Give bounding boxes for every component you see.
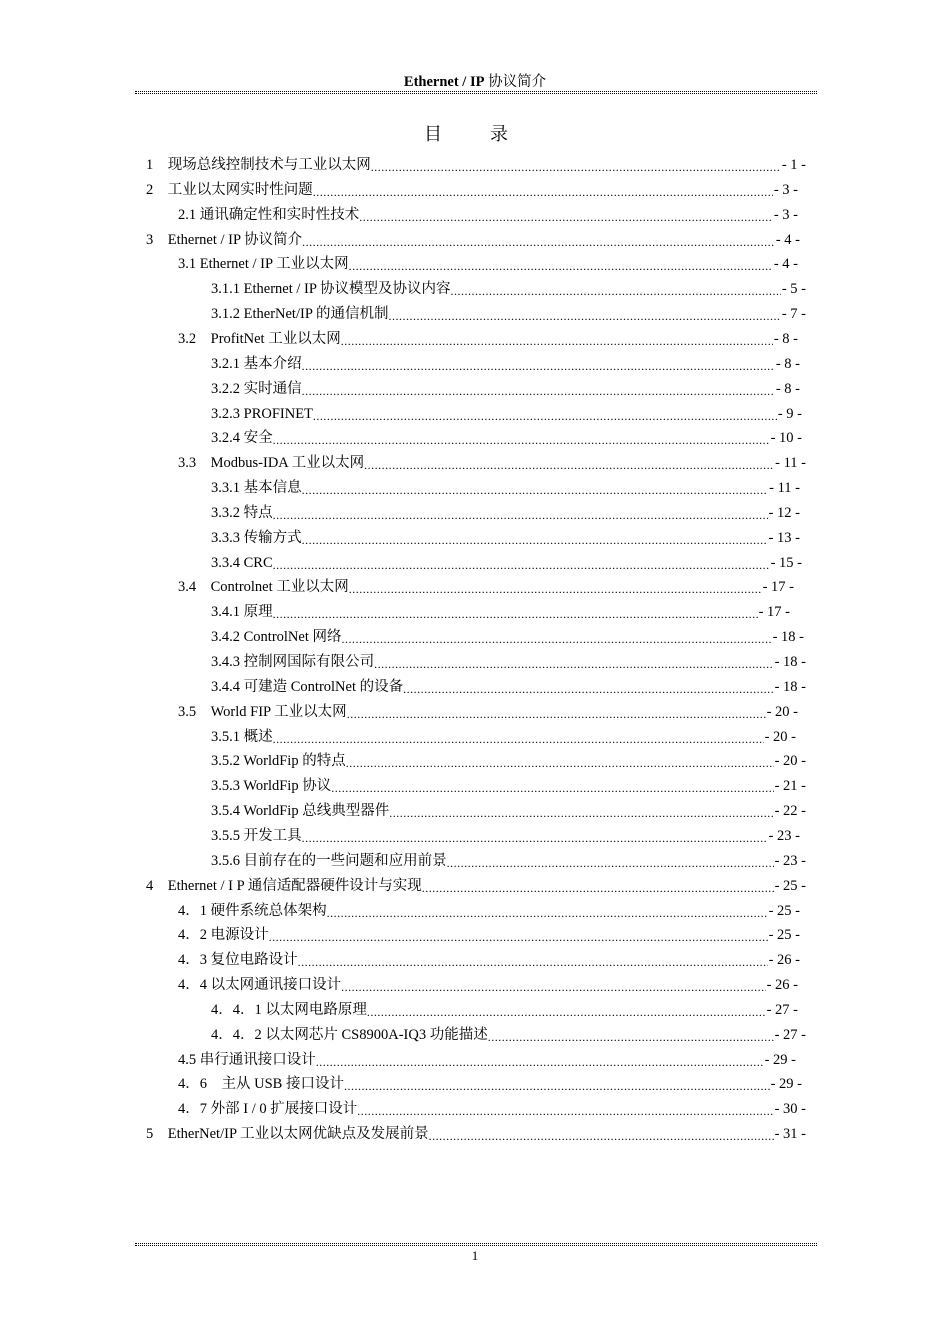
toc-entry-label: 3.3.4 CRC	[211, 554, 273, 571]
toc-entry[interactable]	[178, 1097, 806, 1121]
toc-entry-label: 3 Ethernet / IP 协议简介	[146, 231, 303, 248]
toc-entry[interactable]	[211, 749, 806, 773]
toc-entry[interactable]	[178, 948, 800, 972]
toc-entry-label: 5 EtherNet/IP 工业以太网优缺点及发展前景	[146, 1126, 429, 1143]
toc-entry[interactable]	[211, 402, 802, 426]
toc-entry-label: 4 Ethernet / I P 通信适配器硬件设计与实现	[146, 877, 422, 894]
toc-entry[interactable]	[211, 302, 806, 326]
page-number: 1	[471, 1248, 479, 1263]
toc-entry-page: - 25 -	[768, 902, 800, 919]
toc-entry-label: 3.2.1 基本介绍	[211, 355, 302, 372]
toc-entry[interactable]	[178, 899, 800, 923]
toc-entry[interactable]	[178, 252, 798, 276]
toc-entry-label: 4．7 外部 I / 0 扩展接口设计	[178, 1101, 358, 1118]
toc-entry-page: - 1 -	[781, 157, 806, 173]
toc-entry[interactable]	[211, 600, 790, 624]
toc-entry[interactable]	[146, 178, 798, 202]
toc-entry-page: - 21 -	[774, 778, 806, 795]
toc-entry-page: - 22 -	[774, 803, 806, 820]
toc-entry-page: - 20 -	[766, 703, 798, 720]
toc-entry-page: - 8 -	[775, 380, 800, 397]
toc-entry-label: 3.5.2 WorldFip 的特点	[211, 753, 346, 770]
toc-entry-page: - 20 -	[764, 728, 796, 745]
toc-leader-dots	[359, 207, 773, 227]
toc-entry-page: - 11 -	[775, 455, 806, 472]
toc-entry[interactable]	[211, 799, 806, 823]
toc-entry[interactable]	[211, 824, 800, 848]
toc-entry[interactable]	[211, 725, 796, 749]
toc-entry-label: 4.5 串行通讯接口设计	[178, 1051, 316, 1068]
header-title-rest: 协议简介	[484, 74, 547, 90]
toc-entry[interactable]	[146, 874, 806, 898]
toc-entry-label: 3.4.4 可建造 ControlNet 的设备	[211, 678, 404, 695]
toc-entry-label: 4．4．1 以太网电路原理	[211, 1001, 367, 1018]
toc-entry[interactable]	[146, 1122, 806, 1146]
toc-entry[interactable]	[178, 327, 798, 351]
toc-entry-label: 3.5.1 概述	[211, 728, 273, 745]
toc-entry-label: 4．3 复位电路设计	[178, 952, 298, 969]
toc-leader-dots	[302, 356, 775, 376]
toc-entry-page: - 4 -	[775, 231, 800, 248]
toc-entry-label: 3.4 Controlnet 工业以太网	[178, 579, 349, 596]
toc-entry-page: - 18 -	[772, 629, 804, 646]
toc-leader-dots	[388, 306, 780, 326]
toc-entry[interactable]	[211, 849, 806, 873]
toc-leader-dots	[422, 878, 774, 898]
toc-entry-label: 3.3 Modbus-IDA 工业以太网	[178, 455, 365, 472]
toc-entry-label: 3.1 Ethernet / IP 工业以太网	[178, 256, 349, 273]
toc-leader-dots	[364, 455, 774, 475]
toc-entry[interactable]	[146, 228, 800, 252]
toc-entry[interactable]	[178, 923, 800, 947]
toc-leader-dots	[273, 505, 768, 525]
toc-entry[interactable]	[211, 352, 800, 376]
toc-entry-page: - 8 -	[775, 355, 800, 372]
toc-entry[interactable]	[211, 625, 804, 649]
toc-entry-page: - 23 -	[774, 852, 806, 869]
toc-leader-dots	[341, 977, 765, 997]
toc-entry[interactable]	[211, 774, 806, 798]
toc-entry-label: 4．4．2 以太网芯片 CS8900A-IQ3 功能描述	[211, 1026, 488, 1043]
toc-leader-dots	[374, 654, 773, 674]
toc-entry-page: - 23 -	[768, 827, 800, 844]
toc-leader-dots	[367, 1002, 766, 1022]
toc-entry-label: 3.2.2 实时通信	[211, 380, 302, 397]
toc-entry-label: 4．2 电源设计	[178, 927, 269, 944]
toc-entry-label: 3.3.3 传输方式	[211, 529, 302, 546]
toc-entry-page: - 31 -	[774, 1126, 806, 1143]
toc-entry-label: 3.3.2 特点	[211, 504, 273, 521]
toc-entry-page: - 8 -	[773, 330, 798, 347]
toc-entry[interactable]	[211, 476, 800, 500]
toc-entry-page: - 3 -	[773, 206, 798, 223]
toc-entry[interactable]	[178, 575, 794, 599]
toc-entry-page: - 5 -	[781, 281, 806, 298]
toc-entry-page: - 29 -	[764, 1051, 796, 1068]
toc-entry-page: - 25 -	[774, 877, 806, 894]
toc-entry-page: - 10 -	[770, 430, 802, 447]
toc-entry-page: - 18 -	[774, 678, 806, 695]
toc-leader-dots	[273, 604, 758, 624]
toc-entry-label: 3.5.6 目前存在的一些问题和应用前景	[211, 852, 447, 869]
toc-leader-dots	[273, 430, 770, 450]
toc-leader-dots	[273, 555, 770, 575]
toc-leader-dots	[331, 778, 773, 798]
toc-entry[interactable]	[211, 501, 800, 525]
toc-entry-label: 3.5.4 WorldFip 总线典型器件	[211, 803, 390, 820]
toc-entry-label: 3.2 ProfitNet 工业以太网	[178, 330, 341, 347]
toc-entry-page: - 30 -	[774, 1101, 806, 1118]
toc-entry-label: 3.5.3 WorldFip 协议	[211, 778, 332, 795]
toc-entry-page: - 3 -	[773, 181, 798, 198]
toc-entry[interactable]	[178, 973, 798, 997]
toc-leader-dots	[342, 629, 772, 649]
toc-leader-dots	[341, 331, 773, 351]
toc-leader-dots	[488, 1027, 774, 1047]
toc-leader-dots	[371, 157, 781, 177]
toc-entry-page: - 27 -	[774, 1026, 806, 1043]
toc-leader-dots	[346, 753, 774, 773]
toc-leader-dots	[349, 256, 773, 276]
toc-entry-label: 3.1.1 Ethernet / IP 协议模型及协议内容	[211, 281, 451, 298]
toc-entry-page: - 11 -	[769, 480, 800, 497]
toc-entry[interactable]	[211, 650, 806, 674]
toc-leader-dots	[298, 952, 768, 972]
toc-leader-dots	[302, 530, 768, 550]
toc-entry-label: 1 现场总线控制技术与工业以太网	[146, 157, 371, 173]
toc-entry-page: - 4 -	[773, 256, 798, 273]
toc-entry-label: 3.5 World FIP 工业以太网	[178, 703, 347, 720]
toc-entry-label: 3.5.5 开发工具	[211, 827, 302, 844]
footer-divider	[135, 1243, 817, 1244]
toc-leader-dots	[269, 927, 768, 947]
header-divider	[135, 91, 817, 92]
toc-entry-page: - 17 -	[762, 579, 794, 596]
toc-leader-dots	[313, 406, 777, 426]
toc-entry[interactable]	[178, 1072, 802, 1096]
toc-entry[interactable]	[211, 998, 798, 1022]
toc-entry[interactable]	[211, 526, 800, 550]
toc-entry-page: - 29 -	[770, 1076, 802, 1093]
toc-entry[interactable]	[146, 153, 806, 177]
toc-leader-dots	[302, 381, 775, 401]
toc-leader-dots	[429, 1126, 774, 1146]
toc-entry[interactable]	[211, 426, 802, 450]
toc-entry-label: 3.4.2 ControlNet 网络	[211, 629, 342, 646]
toc-leader-dots	[403, 679, 773, 699]
toc-entry-page: - 15 -	[770, 554, 802, 571]
toc-leader-dots	[302, 480, 769, 500]
toc-leader-dots	[347, 704, 766, 724]
toc-entry-page: - 9 -	[777, 405, 802, 422]
toc-entry-page: - 7 -	[781, 306, 806, 323]
toc-entry-page: - 26 -	[766, 977, 798, 994]
toc-leader-dots	[357, 1101, 773, 1121]
toc-leader-dots	[302, 828, 768, 848]
toc-entry-label: 3.4.1 原理	[211, 604, 273, 621]
toc-entry-page: - 18 -	[774, 654, 806, 670]
toc-entry[interactable]	[178, 203, 798, 227]
toc-leader-dots	[327, 903, 768, 923]
toc-entry-page: - 12 -	[768, 504, 800, 521]
toc-leader-dots	[316, 1052, 764, 1072]
toc-entry-label: 3.2.4 安全	[211, 430, 273, 447]
toc-entry[interactable]	[178, 700, 798, 724]
toc-entry[interactable]	[178, 1048, 796, 1072]
toc-entry-page: - 27 -	[766, 1001, 798, 1018]
toc-entry-page: - 26 -	[768, 952, 800, 969]
toc-leader-dots	[302, 232, 775, 252]
toc-entry-label: 4．4 以太网通讯接口设计	[178, 977, 342, 994]
toc-leader-dots	[344, 1076, 770, 1096]
header-title-bold: Ethernet / IP	[403, 74, 485, 90]
toc-entry[interactable]	[211, 377, 800, 401]
toc-entry-label: 2.1 通讯确定性和实时性技术	[178, 206, 360, 223]
toc-heading: 目录	[424, 124, 556, 144]
toc-entry-page: - 13 -	[768, 529, 800, 546]
toc-entry-page: - 20 -	[774, 753, 806, 770]
toc-leader-dots	[451, 281, 781, 301]
footer-divider-secondary	[135, 1245, 817, 1246]
toc-entry[interactable]	[211, 675, 806, 699]
running-header	[135, 70, 815, 91]
toc-entry-label: 3.2.3 PROFINET	[211, 405, 313, 422]
toc-leader-dots	[273, 729, 764, 749]
toc-entry-label: 3.4.3 控制网国际有限公司	[211, 654, 375, 670]
toc-entry[interactable]	[211, 551, 802, 575]
toc-entry[interactable]	[211, 1023, 806, 1047]
toc-leader-dots	[349, 579, 762, 599]
toc-entry-label: 3.1.2 EtherNet/IP 的通信机制	[211, 306, 389, 323]
toc-leader-dots	[389, 803, 773, 823]
toc-entry-label: 3.3.1 基本信息	[211, 480, 302, 497]
toc-entry-label: 4．1 硬件系统总体架构	[178, 902, 327, 919]
toc-leader-dots	[447, 853, 774, 873]
toc-entry-label: 4．6 主从 USB 接口设计	[178, 1076, 344, 1093]
toc-entry[interactable]	[178, 451, 806, 475]
toc-leader-dots	[313, 182, 773, 202]
toc-entry[interactable]	[211, 277, 806, 301]
header-divider-secondary	[135, 93, 817, 94]
toc-entry-page: - 17 -	[758, 604, 790, 621]
toc-entry-page: - 25 -	[768, 927, 800, 944]
toc-entry-label: 2 工业以太网实时性问题	[146, 181, 313, 198]
